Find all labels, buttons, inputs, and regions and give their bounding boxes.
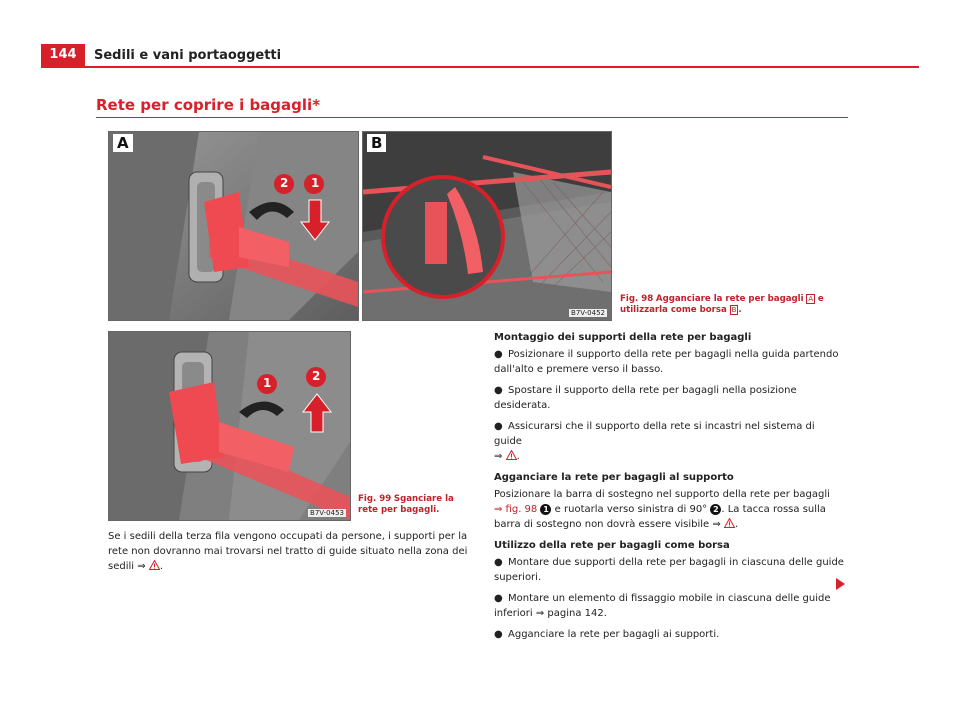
bullet-1-dot: ● — [494, 349, 503, 360]
bullet-3-arrow: ⇒ — [494, 451, 503, 462]
header-divider — [85, 66, 919, 68]
figure-99-illustration — [109, 332, 350, 520]
bullet-4-text: Montare due supporti della rete per bagagli in ciascuna delle guide superiori. — [494, 557, 844, 583]
figure-98-panel-b-illustration — [363, 132, 611, 320]
warning-icon[interactable] — [506, 450, 517, 460]
warning-icon[interactable] — [149, 560, 160, 570]
heading-montaggio: Montaggio dei supporti della rete per bagagli — [494, 332, 752, 343]
figure-99 — [108, 331, 351, 521]
figure-99-caption-number: Fig. 99 — [358, 494, 392, 504]
page-number: 144 — [49, 47, 77, 62]
bullet-3-dot: ● — [494, 421, 503, 432]
left-paragraph-end: . — [159, 561, 163, 572]
bullet-6-dot: ● — [494, 629, 503, 640]
paragraph-agganciare-text-a: Posizionare la barra di sostegno nel supporto della rete per bagagli — [494, 489, 830, 500]
figure-99-callout-2: 2 — [312, 369, 321, 383]
figure-98-panel-a — [108, 131, 359, 321]
paragraph-agganciare-end: . — [734, 519, 739, 530]
figure-98-ref-b: B — [731, 306, 737, 314]
bullet-5-dot: ● — [494, 593, 503, 604]
right-column-text — [494, 330, 844, 648]
bullet-2-text: Spostare il supporto della rete per bagagli nella posizione desiderata. — [494, 385, 797, 411]
heading-agganciare: Agganciare la rete per bagagli al supporto — [494, 472, 734, 483]
figure-99-caption — [358, 494, 468, 516]
bullet-1 — [494, 347, 844, 377]
figure-98-panel-a-illustration — [109, 132, 358, 320]
bullet-5-text: Montare un elemento di fissaggio mobile in ciascuna delle guide inferiori ⇒ pagina 142. — [494, 593, 831, 619]
figure-98-caption-text-1: Agganciare la rete per bagagli — [655, 294, 804, 304]
paragraph-agganciare-arrow: ⇒ — [712, 519, 721, 530]
paragraph-agganciare-text-c: . La tacca rossa sulla barra di sostegno non dovrà essere visibile — [494, 504, 826, 530]
figure-98-callout-2: 2 — [280, 176, 289, 190]
chapter-title: Sedili e vani portaoggetti — [94, 48, 282, 63]
figure-99-code: B7V-0453 — [310, 509, 344, 517]
section-divider — [96, 117, 848, 118]
figure-98-panel-a-label: A — [113, 134, 133, 152]
left-column-text — [108, 529, 468, 580]
figure-98-panel-b — [362, 131, 612, 321]
continue-arrow-icon — [836, 578, 845, 590]
bullet-3-text: Assicurarsi che il supporto della rete si incastri nel sistema di guide — [494, 421, 815, 447]
bullet-2 — [494, 383, 844, 413]
left-paragraph: Se i sedili della terza fila vengono occupati da persone, i supporti per la rete non dovranno mai trovarsi nel tratto di guide situato nella zona dei sedili — [108, 531, 468, 572]
figure-98-callout-1: 1 — [311, 176, 320, 190]
bullet-2-dot: ● — [494, 385, 503, 396]
step-number-1: 1 — [540, 504, 551, 515]
left-paragraph-arrow: ⇒ — [137, 561, 146, 572]
step-number-2: 2 — [710, 504, 721, 515]
figure-98-link[interactable]: ⇒ fig. 98 — [494, 504, 538, 515]
figure-98-panel-b-label: B — [367, 134, 386, 152]
bullet-1-text: Posizionare il supporto della rete per bagagli nella guida partendo dall'alto e premere verso il basso. — [494, 349, 839, 375]
figure-98-caption — [620, 294, 840, 316]
figure-98-code: B7V-0452 — [571, 309, 605, 317]
figure-98-caption-end: . — [738, 305, 742, 315]
paragraph-agganciare — [494, 487, 844, 532]
heading-utilizzo: Utilizzo della rete per bagagli come borsa — [494, 540, 730, 551]
figure-98-caption-text-2: e utilizzarla come borsa — [620, 294, 824, 315]
bullet-4-dot: ● — [494, 557, 503, 568]
figure-98-ref-a: A — [808, 295, 814, 303]
section-title: Rete per coprire i bagagli* — [96, 96, 321, 114]
bullet-3 — [494, 419, 844, 464]
paragraph-agganciare-text-b: e ruotarla verso sinistra di 90° — [554, 504, 708, 515]
bullet-4 — [494, 555, 844, 585]
bullet-6 — [494, 627, 844, 642]
figure-99-callout-1: 1 — [263, 376, 272, 390]
bullet-5 — [494, 591, 844, 621]
figure-99-caption-text: Sganciare la rete per bagagli. — [358, 494, 454, 515]
bullet-3-end: . — [516, 451, 520, 462]
figure-98-caption-number: Fig. 98 — [620, 294, 654, 304]
bullet-6-text: Agganciare la rete per bagagli ai supporti. — [508, 629, 720, 640]
warning-icon[interactable] — [724, 518, 735, 528]
